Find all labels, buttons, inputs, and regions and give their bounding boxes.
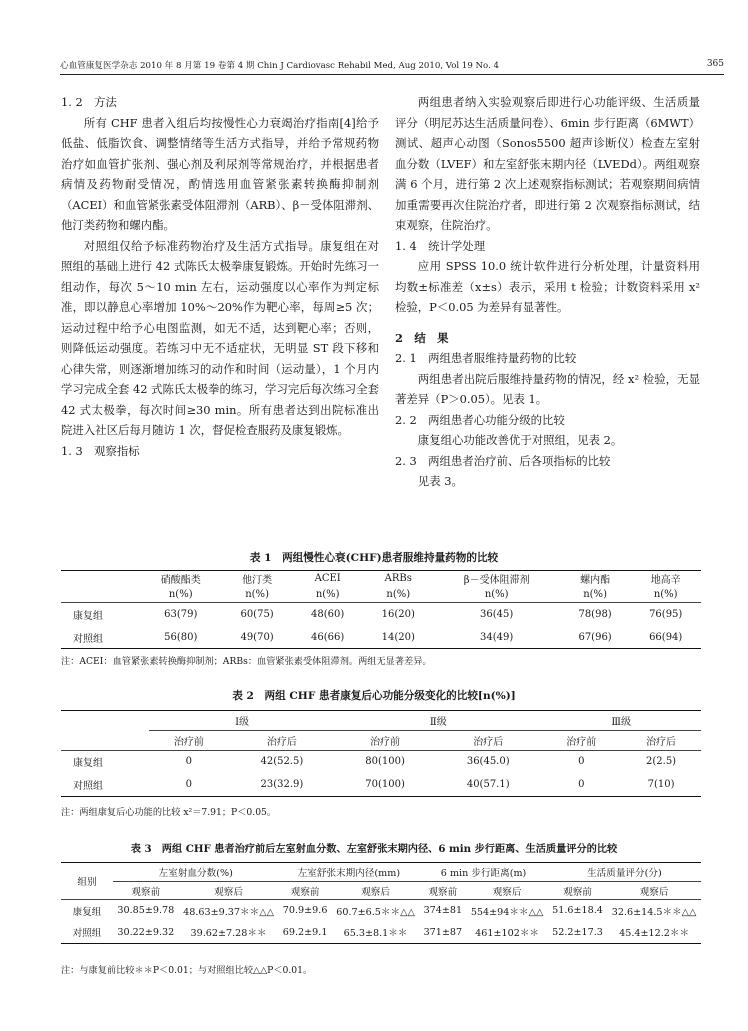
table-2-subheader: 治疗前 <box>370 737 401 748</box>
section-1-2-title: 1. 2 方法 <box>61 95 117 109</box>
table-1-corner <box>61 571 140 587</box>
table-cell: 30.85±9.78 <box>117 905 175 917</box>
right-column <box>395 92 700 492</box>
section-2-title: 2 结 果 <box>395 330 449 345</box>
table-cell: 23(32.9) <box>260 778 304 790</box>
table-3-metric-header: 6 min 步行距离(m) <box>419 863 547 882</box>
row-group-label: 对照组 <box>72 928 102 940</box>
table-cell: 48.63±9.37＊＊△△ <box>183 906 274 918</box>
table-cell: 56(80) <box>164 631 198 643</box>
table-cell: 374±81 <box>423 905 463 917</box>
table-3-subheader: 观察后 <box>639 886 669 898</box>
section-1-4-title: 1. 4 统计学处理 <box>395 238 486 253</box>
row-group-label: 康复组 <box>73 758 103 770</box>
table-cell: 65.3±8.1＊＊ <box>343 928 408 940</box>
row-group-label: 对照组 <box>73 633 103 645</box>
table-1-header: 地高辛 <box>650 575 681 587</box>
table-cell: 70.9±9.6 <box>282 905 328 917</box>
section-2-3-title: 2. 3 两组患者治疗前、后各项指标的比较 <box>395 453 611 468</box>
table-cell: 34(49) <box>480 631 514 643</box>
journal-running-head: 心血管康复医学杂志 2010 年 8 月第 19 卷第 4 期 Chin J Cardiovasc Rehabil Med, Aug 2010, Vol 19 No. 4 <box>60 61 500 71</box>
table-1-unit: n(%) <box>315 588 340 600</box>
table-3-caption: 表 3 两组 CHF 患者治疗前后左室射血分数、左室舒张末期内径、6 min 步行距离、生活质量评分的比较 <box>130 843 618 855</box>
table-cell: 0 <box>185 778 193 790</box>
header-rule <box>60 74 724 75</box>
table-cell: 46(66) <box>311 631 345 643</box>
table-cell: 36(45.0) <box>466 756 510 768</box>
section-2-1-title: 2. 1 两组患者服维持量药物的比较 <box>395 351 577 365</box>
methods-paragraph-1: 所有 CHF 患者入组后均按慢性心力衰竭治疗指南[4]给予低盐、低脂饮食、调整情绪等生活方式指导，并给予常规药物治疗如血管扩张剂、强心剂及利尿剂等常规治疗，并根据患者病情及药物耐受情况，酌情选用血管紧张素转换酶抑制剂（ACEI）和血管紧张素受体阻滞剂（ARB）、β－受体阻滞剂、他汀类药物和螺内酯。 <box>61 115 379 232</box>
table-1-header: 他汀类 <box>242 575 273 587</box>
table-2-grade-header: Ⅲ级 <box>541 711 701 731</box>
section-2-2-title: 2. 2 两组患者心功能分级的比较 <box>395 412 565 427</box>
table-cell: 51.6±18.4 <box>552 905 603 917</box>
table-3-subheader: 观察前 <box>428 886 458 898</box>
table-1-unit: n(%) <box>245 588 269 600</box>
table-cell: 7(10) <box>647 778 675 790</box>
row-group-label: 对照组 <box>73 780 103 792</box>
table-1-header: 螺内酯 <box>580 575 611 587</box>
table-cell: 45.4±12.2＊＊ <box>619 928 690 940</box>
row-group-label: 康复组 <box>72 906 102 918</box>
table-2-subheader: 治疗后 <box>266 737 297 748</box>
table-cell: 66(94) <box>649 631 683 643</box>
table-cell: 32.6±14.5＊＊△△ <box>611 906 697 918</box>
table-cell: 63(79) <box>164 609 198 621</box>
table-cell: 49(70) <box>240 631 274 643</box>
table-cell: 52.2±17.3 <box>552 926 603 938</box>
table-cell: 0 <box>185 756 193 768</box>
table-cell: 67(96) <box>578 631 612 643</box>
table-3-metric-header: 左室舒张末期内径(mm) <box>279 863 420 882</box>
table-cell: 76(95) <box>649 609 683 621</box>
table-1-unit: n(%) <box>583 588 607 600</box>
results-paragraph-1: 两组患者出院后服维持量药物的情况，经 x² 检验，无显著差异（P＞0.05）。见表 1。 <box>395 371 700 406</box>
table-1-unit: n(%) <box>168 588 193 600</box>
table-2-subheader: 治疗前 <box>566 737 597 748</box>
table-cell: 371±87 <box>423 926 463 938</box>
table-cell: 16(20) <box>381 609 415 621</box>
table-2-subheader: 治疗后 <box>473 737 504 748</box>
table-1-unit: n(%) <box>484 588 509 600</box>
table-cell: 78(98) <box>578 609 612 621</box>
table-cell: 42(52.5) <box>260 756 304 768</box>
statistics-paragraph: 应用 SPSS 10.0 统计软件进行分析处理，计量资料用均数±标准差（x±s）表示，采用 t 检验；计数资料采用 x² 检验，P＜0.05 为差异有显著性。 <box>395 259 700 314</box>
table-3-metric-header: 生活质量评分(分) <box>548 863 701 882</box>
table-cell: 36(45) <box>480 609 514 621</box>
table-1 <box>61 570 701 649</box>
table-3-subheader: 观察后 <box>492 886 522 898</box>
table-3-subheader: 观察前 <box>563 886 592 898</box>
table-cell: 48(60) <box>311 609 345 621</box>
table-3-note: 注：与康复前比较＊＊P＜0.01；与对照组比较△△P＜0.01。 <box>61 965 313 976</box>
table-1-header: ACEI <box>314 573 341 585</box>
table-2 <box>61 710 701 797</box>
table-cell: 0 <box>578 778 585 790</box>
table-row <box>61 773 701 797</box>
row-group-label: 康复组 <box>73 611 103 623</box>
table-cell: 60(75) <box>240 609 274 621</box>
table-3 <box>61 862 701 944</box>
table-1-note: 注：ACEI：血管紧张素转换酶抑制剂；ARBs：血管紧张素受体阻滞剂。两组无显著差异。 <box>61 656 432 667</box>
table-2-caption: 表 2 两组 CHF 患者康复后心功能分级变化的比较[n(%)] <box>232 690 516 702</box>
table-row <box>61 627 701 649</box>
table-1-caption: 表 1 两组慢性心衰(CHF)患者服维持量药物的比较 <box>249 552 499 564</box>
results-paragraph-2: 康复组心功能改善优于对照组，见表 2。 <box>417 433 623 447</box>
table-1-header: 硝酸酯类 <box>160 575 201 587</box>
page-number: 365 <box>706 59 724 69</box>
table-cell: 461±102＊＊ <box>475 928 540 940</box>
table-cell: 80(100) <box>365 756 405 768</box>
running-header <box>60 59 724 71</box>
left-column <box>61 92 379 461</box>
table-cell: 14(20) <box>381 631 415 643</box>
observation-paragraph: 两组患者纳入实验观察后即进行心功能评级、生活质量评分（明尼苏达生活质量问卷）、6min 步行距离（6MWT）测试、超声心动图（Sonos5500 超声诊断仪）检查左室射血分数（LVEF）和左室舒张末期内径（LVEDd）。两组观察满 6 个月，进行第 2 次上述观察指标测试；若观察期间病情加重需要再次住院治疗者，即进行第 2 次观察指标测试，结束观察，住院治疗。 <box>395 95 700 232</box>
table-1-unit: n(%) <box>386 588 411 600</box>
methods-paragraph-2: 对照组仅给予标准药物治疗及生活方式指导。康复组在对照组的基础上进行 42 式陈氏太极拳康复锻炼。开始时先练习一组动作，每次 5～10 min 左右，运动强度以心率作为判定标准，即以静息心率增加 10%～20%作为靶心率，每周≥5 次；运动过程中给予心电图监测，如无不适，达到靶心率；否则，则降低运动强度。若练习中无不适症状，无明显 ST 段下移和心律失常，则逐渐增加练习的动作和时间（运动量），1 个月内学习完成全套 42 式陈氏太极拳的练习，学习完后每次练习全套 42 式太极拳，每次时间≥30 min。所有患者达到出院标准出院进入社区后每月随访 1 次，督促检查服药及康复锻炼。 <box>61 238 379 437</box>
section-1-3-title: 1. 3 观察指标 <box>61 443 140 458</box>
table-3-group-header: 组别 <box>61 863 113 900</box>
table-cell: 2(2.5) <box>646 756 677 768</box>
table-cell: 39.62±7.28＊＊ <box>190 928 267 940</box>
table-row <box>61 922 701 944</box>
table-2-grade-header: Ⅱ级 <box>335 711 541 731</box>
table-cell: 40(57.1) <box>466 778 510 790</box>
table-cell: 0 <box>578 756 585 768</box>
table-2-note: 注：两组康复后心功能的比较 x²＝7.91；P＜0.05。 <box>61 807 277 818</box>
table-row <box>61 751 701 773</box>
table-cell: 554±94＊＊△△ <box>470 906 544 918</box>
table-row <box>61 603 701 627</box>
table-3-subheader: 观察前 <box>290 886 320 898</box>
table-2-subheader: 治疗前 <box>173 737 204 748</box>
table-3-metric-header: 左室射血分数(%) <box>113 863 279 882</box>
table-row <box>61 900 701 922</box>
table-2-subheader: 治疗后 <box>646 737 677 748</box>
table-1-unit: n(%) <box>653 588 678 600</box>
table-3-subheader: 观察后 <box>361 886 390 898</box>
results-paragraph-3: 见表 3。 <box>417 474 463 488</box>
table-1-header: ARBs <box>384 573 412 585</box>
table-cell: 30.22±9.32 <box>117 926 175 938</box>
table-2-grade-header: Ⅰ级 <box>149 711 335 731</box>
table-3-subheader: 观察前 <box>131 886 161 898</box>
table-1-header: β－受体阻滞剂 <box>463 575 530 587</box>
table-cell: 69.2±9.1 <box>282 926 328 938</box>
table-cell: 60.7±6.5＊＊△△ <box>336 906 415 918</box>
table-cell: 70(100) <box>365 778 405 790</box>
table-3-subheader: 观察后 <box>214 886 243 898</box>
